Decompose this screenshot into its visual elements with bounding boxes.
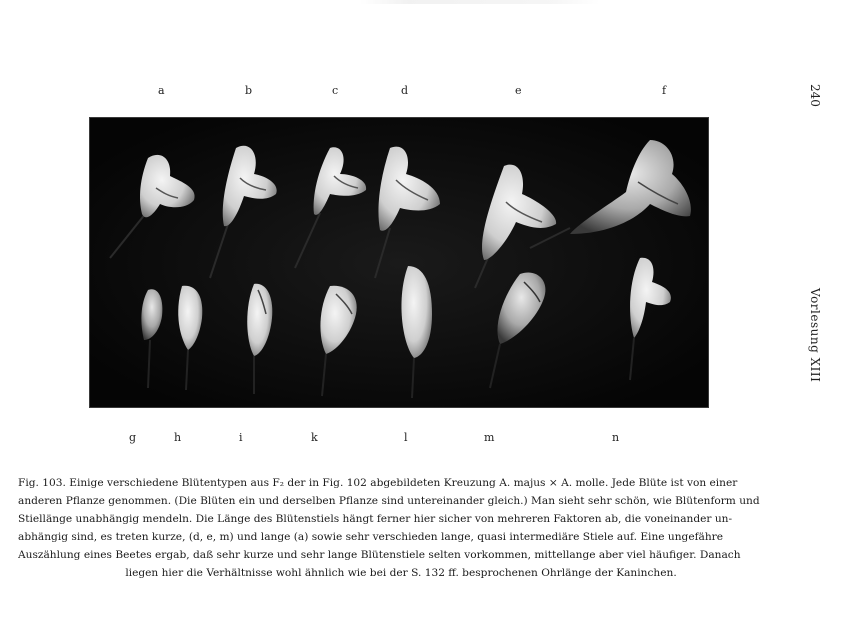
flower-photograph <box>89 117 709 408</box>
label-k: k <box>311 431 318 444</box>
label-b: b <box>245 84 253 97</box>
label-i: i <box>239 431 243 444</box>
figure-caption <box>18 474 784 582</box>
caption-line-6: liegen hier die Verhältnisse wohl ähnlich wie bei der S. 132 ff. besprochenen Ohrlänge der Kaninchen. <box>125 567 677 579</box>
caption-line-4: abhängig sind, es treten kurze, (d, e, m) und lange (a) sowie sehr verschieden lange, quasi intermediäre Stiele auf. Eine ungefähre <box>18 531 723 543</box>
flower-photograph-drawing <box>90 118 709 408</box>
caption-line-3: Stiellänge unabhängig mendeln. Die Länge des Blütenstiels hängt ferner hier sicher von mehreren Faktoren ab, die voneinander un- <box>18 513 733 525</box>
caption-line-2: anderen Pflanze genommen. (Die Blüten ein und derselben Pflanze sind untereinander gleich.) Man sieht sehr schön, wie Blütenform und <box>18 495 760 507</box>
bleed-through-text <box>360 0 600 4</box>
label-h: h <box>174 431 182 444</box>
running-title: Vorlesung XIII <box>808 288 822 383</box>
label-a: a <box>158 84 165 97</box>
caption-line-1: Fig. 103. Einige verschiedene Blütentypen aus F₂ der in Fig. 102 abgebildeten Kreuzung A. majus × A. molle. Jede Blüte ist von einer <box>18 477 738 489</box>
label-l: l <box>404 431 408 444</box>
label-f: f <box>662 84 667 97</box>
page-number: 240 <box>808 84 822 107</box>
label-d: d <box>401 84 409 97</box>
label-n: n <box>612 431 620 444</box>
label-c: c <box>332 84 339 97</box>
label-m: m <box>484 431 495 444</box>
label-g: g <box>129 431 137 444</box>
caption-line-5: Auszählung eines Beetes ergab, daß sehr kurze und sehr lange Blütenstiele selten vorkommen, mittellange aber viel häufiger. Danach <box>18 549 741 561</box>
label-e: e <box>515 84 522 97</box>
